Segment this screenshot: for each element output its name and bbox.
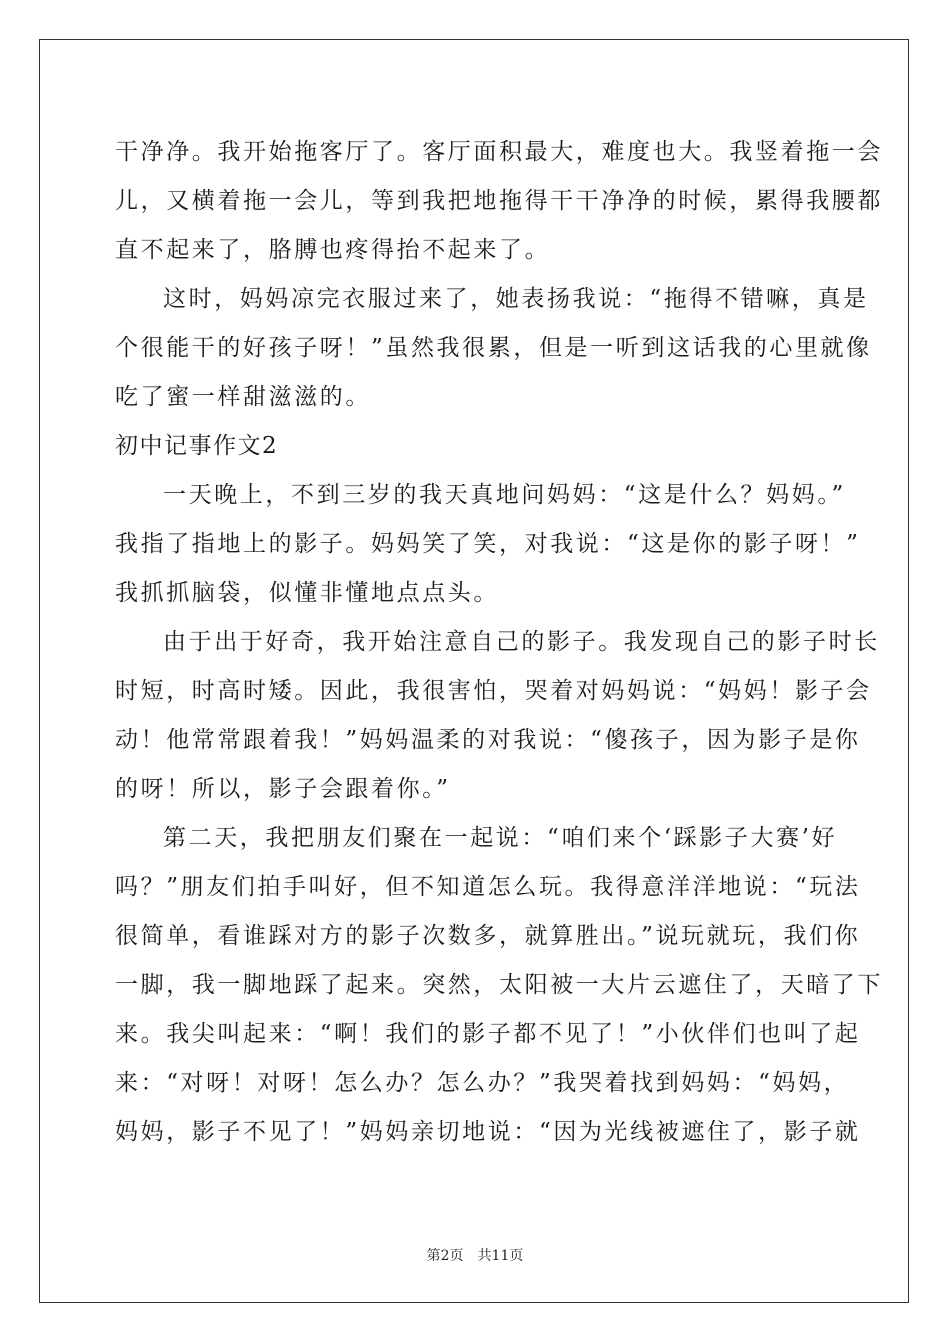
text-line-19: 来。我尖叫起来：“啊！我们的影子都不见了！”小伙伴们也叫了起 — [115, 1021, 861, 1047]
text-line-21: 妈妈，影子不见了！”妈妈亲切地说：“因为光线被遮住了，影子就 — [115, 1119, 861, 1145]
text-line-1: 干净净。我开始拖客厅了。客厅面积最大，难度也大。我竖着拖一会 — [115, 139, 883, 165]
text-line-13: 动！他常常跟着我！”妈妈温柔的对我说：“傻孩子，因为影子是你 — [115, 727, 861, 753]
text-line-11: 由于出于好奇，我开始注意自己的影子。我发现自己的影子时长 — [163, 629, 880, 655]
text-line-20: 来：“对呀！对呀！怎么办？怎么办？”我哭着找到妈妈：“妈妈， — [115, 1070, 850, 1096]
page-number: 第2页 — [426, 1248, 464, 1264]
text-line-9: 我指了指地上的影子。妈妈笑了笑，对我说：“这是你的影子呀！” — [115, 531, 861, 557]
document-body — [115, 128, 883, 1157]
page-footer — [0, 1245, 950, 1265]
text-line-4: 这时，妈妈凉完衣服过来了，她表扬我说：“拖得不错嘛，真是 — [163, 286, 869, 312]
text-line-16: 吗？”朋友们拍手叫好，但不知道怎么玩。我得意洋洋地说：“玩法 — [115, 874, 861, 900]
section-heading: 初中记事作文2 — [115, 433, 279, 459]
text-line-18: 一脚，我一脚地踩了起来。突然，太阳被一大片云遮住了，天暗了下 — [115, 972, 883, 998]
text-line-17: 很简单，看谁踩对方的影子次数多，就算胜出。”说玩就玩，我们你 — [115, 923, 861, 949]
text-line-5: 个很能干的好孩子呀！”虽然我很累，但是一听到这话我的心里就像 — [115, 335, 872, 361]
text-line-6: 吃了蜜一样甜滋滋的。 — [115, 384, 371, 410]
text-line-14: 的呀！所以，影子会跟着你。” — [115, 776, 451, 802]
text-line-10: 我抓抓脑袋，似懂非懂地点点头。 — [115, 580, 499, 606]
text-line-3: 直不起来了，胳膊也疼得抬不起来了。 — [115, 237, 551, 263]
text-line-2: 儿，又横着拖一会儿，等到我把地拖得干干净净的时候，累得我腰都 — [115, 188, 883, 214]
text-line-12: 时短，时高时矮。因此，我很害怕，哭着对妈妈说：“妈妈！影子会 — [115, 678, 872, 704]
page-total: 共11页 — [477, 1248, 524, 1264]
text-line-8: 一天晚上，不到三岁的我天真地问妈妈：“这是什么？妈妈。” — [163, 482, 846, 508]
text-line-15: 第二天，我把朋友们聚在一起说：“咱们来个‘踩影子大赛’好 — [163, 825, 838, 851]
